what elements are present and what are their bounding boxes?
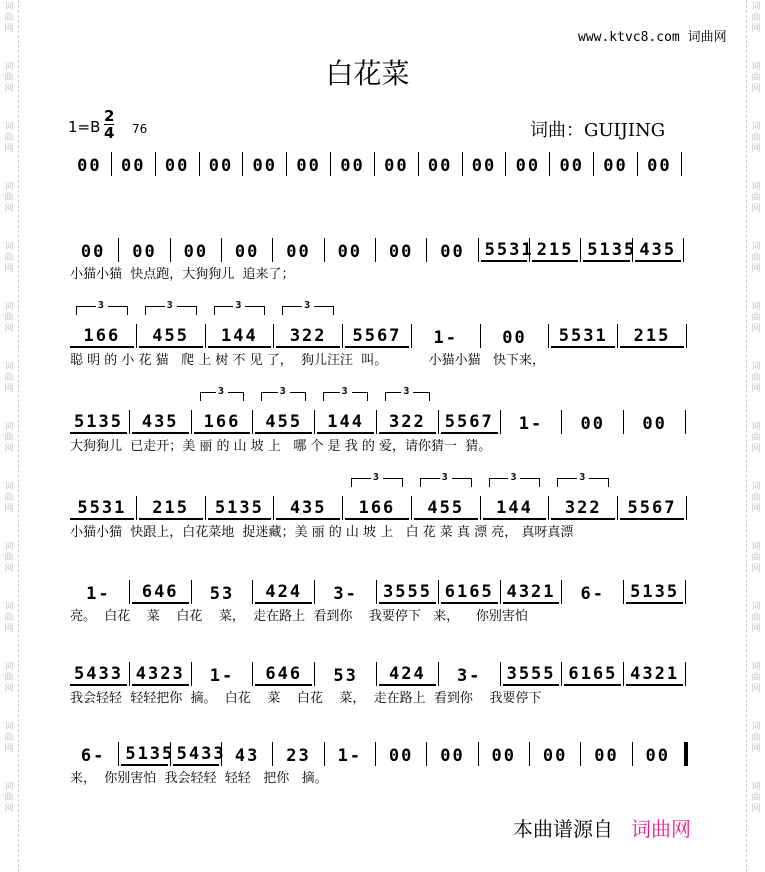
bar-line	[314, 410, 315, 434]
source-footer	[513, 813, 691, 842]
watermark-text: 词 曲 网	[751, 662, 761, 694]
measure: 322 3	[276, 326, 340, 348]
watermark-text: 词 曲 网	[4, 662, 14, 694]
measure: 23	[286, 746, 311, 766]
measure: 435	[635, 240, 681, 262]
bar-line	[580, 238, 581, 262]
measure: 424	[255, 582, 312, 604]
bar-line	[375, 238, 376, 262]
measure: 00	[580, 414, 606, 434]
bar-line	[324, 238, 325, 262]
bar-line	[330, 152, 331, 176]
measure: 00	[77, 156, 102, 176]
measure: 5531	[481, 240, 527, 262]
watermark-text: 词 曲 网	[751, 482, 761, 514]
bar-line	[505, 152, 506, 176]
measure: 1-	[209, 666, 235, 686]
bar-line	[623, 662, 624, 686]
measure: 3555	[503, 664, 560, 686]
measure: 00	[384, 156, 409, 176]
measure: 5135	[626, 582, 683, 604]
measure: 5433	[70, 664, 127, 686]
bar-line	[683, 238, 684, 262]
composer-credit: 词曲：GUIJING	[530, 120, 666, 141]
triplet-bracket: 3	[200, 392, 245, 401]
measure: 166 3	[345, 498, 409, 520]
measure: 00	[515, 156, 541, 176]
triplet-bracket: 3	[420, 478, 472, 487]
bar-line	[170, 238, 171, 262]
notation-line	[70, 660, 698, 686]
watermark-text: 词 曲 网	[4, 362, 14, 394]
measure: 3555	[379, 582, 436, 604]
bar-line	[548, 324, 549, 348]
bar-line	[685, 580, 686, 604]
measure: 1-	[433, 328, 458, 348]
right-border-line	[746, 0, 747, 872]
watermark-text: 词 曲 网	[751, 122, 761, 154]
bar-line	[637, 152, 638, 176]
bar-line	[561, 580, 562, 604]
lyric-line	[70, 180, 698, 198]
measure: 5135	[208, 498, 272, 520]
measure: 00	[642, 414, 667, 434]
bar-line	[500, 410, 501, 434]
bar-line	[191, 410, 192, 434]
bar-line	[376, 662, 377, 686]
bar-line	[111, 152, 112, 176]
bar-line	[549, 152, 550, 176]
triplet-bracket: 3	[351, 478, 403, 487]
measure: 00	[234, 242, 260, 262]
bar-line	[500, 662, 501, 686]
measure: 5433	[173, 744, 219, 766]
bar-line	[685, 662, 686, 686]
bar-line	[272, 238, 273, 262]
watermark-text: 词 曲 网	[4, 602, 14, 634]
measure: 00	[121, 156, 146, 176]
source-text: 本曲谱源自	[513, 817, 613, 841]
lyric-line: 来， 你别害怕 我会轻轻 轻轻 把你 摘。	[70, 771, 328, 786]
measure: 6-	[580, 584, 606, 604]
bar-line	[478, 238, 479, 262]
measure: 4323	[132, 664, 189, 686]
bar-line	[686, 324, 687, 348]
measure: 6-	[80, 746, 106, 766]
bar-line	[205, 496, 206, 520]
triplet-bracket: 3	[385, 392, 430, 401]
score-row	[70, 300, 698, 370]
measure: 5567	[620, 498, 684, 520]
measure: 215	[532, 240, 578, 262]
measure: 4321	[503, 582, 560, 604]
measure: 5135	[70, 412, 127, 434]
notation-line	[70, 578, 698, 604]
bar-line	[632, 742, 633, 766]
watermark-text: 词 曲 网	[751, 602, 761, 634]
bar-line	[376, 580, 377, 604]
tempo-mark: 76	[132, 122, 148, 136]
triplet-bracket: 3	[76, 306, 128, 315]
bar-line	[529, 742, 530, 766]
watermark-text: 词 曲 网	[751, 302, 761, 334]
lyric-line: 大狗狗儿 已走开；美 丽 的 山 坡 上 哪 个 是 我 的 爱，请你猜一 猜。	[70, 439, 492, 454]
bar-line	[273, 324, 274, 348]
measure: 215	[620, 326, 684, 348]
notation-line	[70, 150, 698, 176]
measure: 5531	[551, 326, 615, 348]
measure: 00	[440, 242, 465, 262]
measure: 1-	[337, 746, 363, 766]
bar-line	[561, 662, 562, 686]
bar-line	[314, 580, 315, 604]
bar-line	[480, 496, 481, 520]
measure: 144 3	[317, 412, 374, 434]
bar-line	[593, 152, 594, 176]
measure: 455 3	[139, 326, 203, 348]
bar-line	[418, 152, 419, 176]
bar-line	[426, 238, 427, 262]
measure: 00	[502, 328, 527, 348]
measure: 5531	[70, 498, 134, 520]
triplet-bracket: 3	[282, 306, 334, 315]
measure: 00	[286, 242, 311, 262]
watermark-text: 词 曲 网	[4, 182, 14, 214]
measure: 00	[340, 156, 365, 176]
source-brand: 词曲网	[631, 817, 691, 841]
song-title: 白花菜	[325, 57, 410, 90]
bar-line	[438, 410, 439, 434]
measure: 455 3	[414, 498, 478, 520]
lyric-line: 亮。 白花 菜 白花 菜， 走在路上 看到你 我要停下 来， 你别害怕	[70, 609, 528, 624]
bar-line	[462, 152, 463, 176]
bar-line	[685, 410, 686, 434]
score-row	[70, 740, 698, 788]
bar-line	[374, 152, 375, 176]
watermark-text: 词 曲 网	[4, 2, 14, 34]
measure: 00	[647, 156, 672, 176]
measure: 00	[388, 746, 414, 766]
score-row	[70, 236, 698, 284]
watermark-text: 词 曲 网	[4, 782, 14, 814]
score-row	[70, 150, 698, 198]
bar-line	[426, 742, 427, 766]
bar-line	[252, 580, 253, 604]
bar-line	[623, 410, 624, 434]
triplet-bracket: 3	[557, 478, 609, 487]
measure: 1-	[518, 414, 544, 434]
triplet-bracket: 3	[261, 392, 306, 401]
bar-line	[376, 410, 377, 434]
key-signature: 1=B	[68, 118, 101, 136]
bar-line	[155, 152, 156, 176]
watermark-text: 词 曲 网	[4, 482, 14, 514]
bar-line	[548, 496, 549, 520]
notation-line	[70, 740, 698, 766]
bar-line	[118, 238, 119, 262]
measure: 00	[80, 242, 106, 262]
bar-line	[199, 152, 200, 176]
measure: 00	[603, 156, 628, 176]
notation-line	[70, 472, 698, 520]
measure: 00	[440, 746, 465, 766]
right-watermark-strip	[749, 0, 763, 872]
measure: 424	[379, 664, 436, 686]
bar-line	[252, 662, 253, 686]
measure: 00	[337, 242, 363, 262]
watermark-text: 词 曲 网	[4, 722, 14, 754]
bar-line	[129, 410, 130, 434]
time-signature-denominator: 4	[104, 124, 115, 142]
measure: 4321	[626, 664, 683, 686]
bar-line	[623, 580, 624, 604]
measure: 00	[164, 156, 190, 176]
watermark-text: 词 曲 网	[4, 62, 14, 94]
measure: 435	[276, 498, 340, 520]
notation-line	[70, 236, 698, 262]
triplet-bracket: 3	[489, 478, 541, 487]
measure: 43	[234, 746, 260, 766]
lyric-line: 小猫小猫 快跟上，白花菜地 捉迷藏；美 丽 的 山 坡 上 白 花 菜 真 漂 亮， 真呀真漂	[70, 525, 574, 540]
watermark-text: 词 曲 网	[751, 542, 761, 574]
bar-line	[191, 662, 192, 686]
measure: 435	[132, 412, 189, 434]
measure: 3-	[333, 584, 358, 604]
watermark-text: 词 曲 网	[751, 62, 761, 94]
score-row	[70, 578, 698, 626]
left-border-line	[18, 0, 19, 872]
measure: 215	[139, 498, 203, 520]
measure: 00	[559, 156, 584, 176]
time-signature	[104, 108, 114, 141]
bar-line	[252, 410, 253, 434]
bar-line	[324, 742, 325, 766]
measure: 646	[132, 582, 189, 604]
measure: 166 3	[70, 326, 134, 348]
score-row	[70, 386, 698, 456]
measure: 00	[132, 242, 157, 262]
bar-line	[136, 496, 137, 520]
bar-line	[221, 238, 222, 262]
measure: 00	[183, 242, 209, 262]
bar-line	[681, 152, 682, 176]
bar-line	[136, 324, 137, 348]
bar-line	[129, 580, 130, 604]
bar-line	[617, 324, 618, 348]
bar-line	[375, 742, 376, 766]
measure: 00	[594, 746, 619, 766]
watermark-text: 词 曲 网	[4, 242, 14, 274]
measure: 646	[255, 664, 312, 686]
measure: 00	[296, 156, 321, 176]
watermark-text: 词 曲 网	[4, 302, 14, 334]
score-row	[70, 472, 698, 542]
measure: 00	[471, 156, 497, 176]
bar-line	[480, 324, 481, 348]
measure: 5567	[345, 326, 409, 348]
triplet-bracket: 3	[214, 306, 266, 315]
measure: 166 3	[194, 412, 251, 434]
measure: 144 3	[483, 498, 547, 520]
measure: 53	[209, 584, 235, 604]
lyric-line: 聪 明 的 小 花 猫 爬 上 树 不 见 了， 狗儿汪汪 叫。 小猫小猫 快下来，	[70, 353, 545, 368]
notation-line	[70, 300, 698, 348]
measure: 00	[491, 746, 517, 766]
watermark-text: 词 曲 网	[4, 122, 14, 154]
measure: 00	[645, 746, 671, 766]
watermark-text: 词 曲 网	[4, 542, 14, 574]
watermark-text: 词 曲 网	[751, 362, 761, 394]
bar-line	[286, 152, 287, 176]
bar-line	[686, 496, 687, 520]
bar-line	[314, 662, 315, 686]
watermark-text: 词 曲 网	[751, 182, 761, 214]
lyric-line: 小猫小猫 快点跑，大狗狗儿 追来了；	[70, 267, 295, 282]
bar-line	[273, 496, 274, 520]
bar-line	[684, 742, 688, 766]
notation-line	[70, 386, 698, 434]
watermark-text: 词 曲 网	[751, 782, 761, 814]
measure: 53	[333, 666, 358, 686]
bar-line	[478, 742, 479, 766]
watermark-text: 词 曲 网	[751, 422, 761, 454]
lyric-line: 我会轻轻 轻轻把你 摘。 白花 菜 白花 菜， 走在路上 看到你 我要停下	[70, 691, 542, 706]
bar-line	[561, 410, 562, 434]
bar-line	[342, 496, 343, 520]
measure: 322 3	[379, 412, 436, 434]
bar-line	[129, 662, 130, 686]
bar-line	[438, 580, 439, 604]
measure: 00	[252, 156, 278, 176]
time-signature-numerator: 2	[104, 107, 115, 125]
watermark-text: 词 曲 网	[751, 2, 761, 34]
measure: 5135	[583, 240, 629, 262]
bar-line	[118, 742, 119, 766]
score-row	[70, 660, 698, 708]
left-watermark-strip	[2, 0, 16, 872]
measure: 5567	[441, 412, 498, 434]
bar-line	[191, 580, 192, 604]
measure: 6165	[441, 582, 498, 604]
triplet-bracket: 3	[323, 392, 368, 401]
bar-line	[438, 662, 439, 686]
watermark-text: 词 曲 网	[751, 242, 761, 274]
bar-line	[342, 324, 343, 348]
measure: 00	[542, 746, 568, 766]
bar-line	[411, 496, 412, 520]
measure: 5135	[121, 744, 167, 766]
measure: 00	[388, 242, 414, 262]
measure: 1-	[86, 584, 111, 604]
bar-line	[411, 324, 412, 348]
watermark-text: 词 曲 网	[751, 722, 761, 754]
triplet-bracket: 3	[145, 306, 197, 315]
site-url: www.ktvc8.com 词曲网	[578, 30, 727, 45]
bar-line	[617, 496, 618, 520]
measure: 455 3	[255, 412, 312, 434]
measure: 322 3	[551, 498, 615, 520]
watermark-text: 词 曲 网	[4, 422, 14, 454]
bar-line	[242, 152, 243, 176]
measure: 00	[208, 156, 234, 176]
bar-line	[500, 580, 501, 604]
bar-line	[272, 742, 273, 766]
measure: 6165	[564, 664, 621, 686]
measure: 3-	[456, 666, 482, 686]
measure: 144 3	[208, 326, 272, 348]
bar-line	[205, 324, 206, 348]
bar-line	[580, 742, 581, 766]
measure: 00	[427, 156, 453, 176]
